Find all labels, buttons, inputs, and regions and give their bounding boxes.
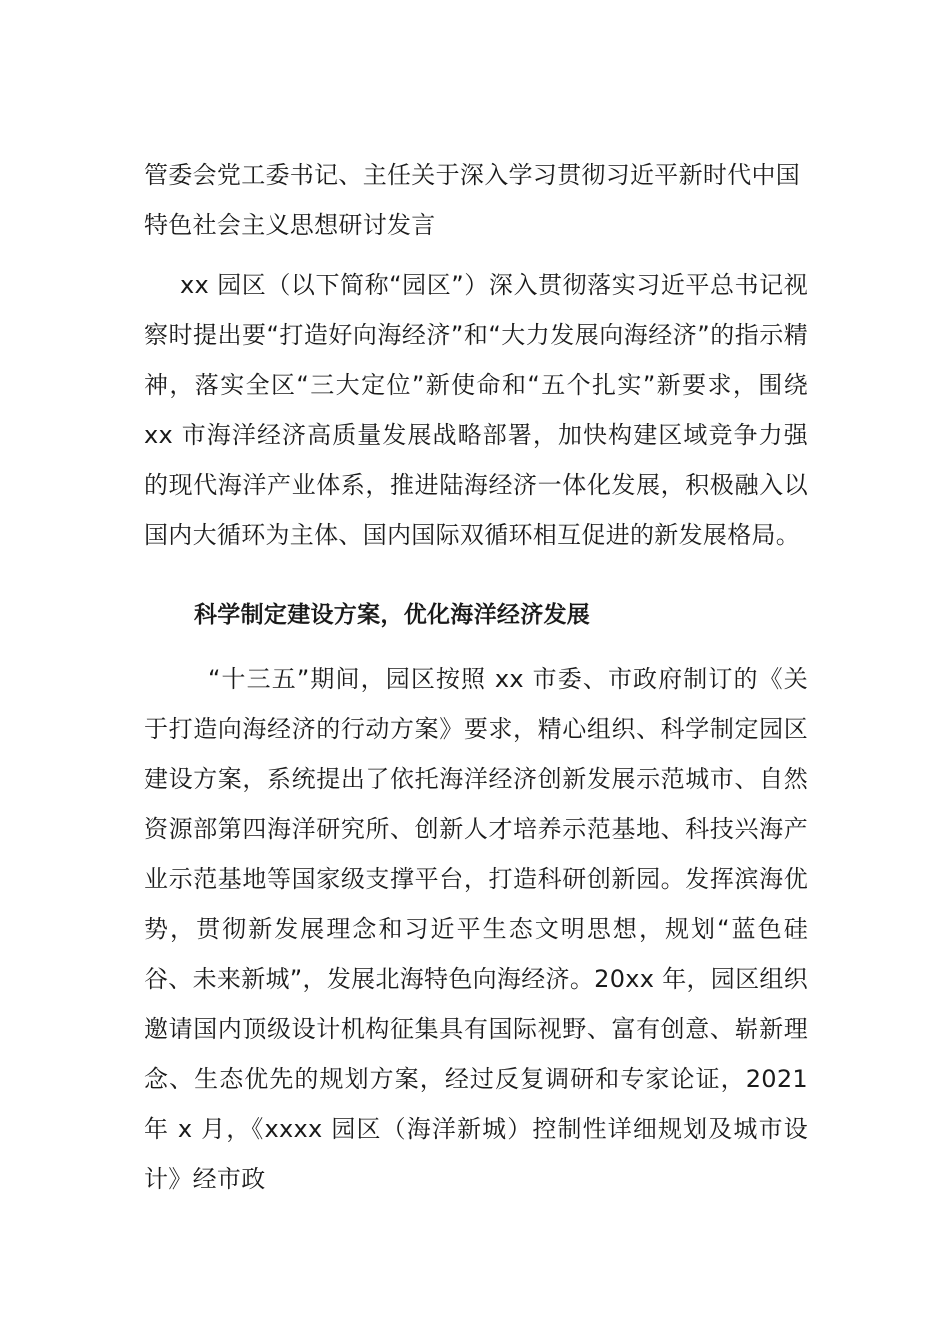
- document-title: 管委会党工委书记、主任关于深入学习贯彻习近平新时代中国特色社会主义思想研讨发言: [144, 161, 801, 239]
- document-content: [144, 150, 808, 1204]
- intro-paragraph: xx 园区（以下简称“园区”）深入贯彻落实习近平总书记视察时提出要“打造好向海经济”和“大力发展向海经济”的指示精神，落实全区“三大定位”新使命和“五个扎实”新要求，围绕 xx 市海洋经济高质量发展战略部署，加快构建区域竞争力强的现代海洋产业体系，推进陆海经济一体化发展，积极融入以国内大循环为主体、国内国际双循环相互促进的新发展格局。: [144, 271, 808, 549]
- section-heading: 科学制定建设方案，优化海洋经济发展: [194, 602, 591, 628]
- section-body-paragraph: “十三五”期间，园区按照 xx 市委、市政府制订的《关于打造向海经济的行动方案》要求，精心组织、科学制定园区建设方案，系统提出了依托海洋经济创新发展示范城市、自然资源部第四海洋研究所、创新人才培养示范基地、科技兴海产业示范基地等国家级支撑平台，打造科研创新园。发挥滨海优势，贯彻新发展理念和习近平生态文明思想，规划“蓝色硅谷、未来新城”，发展北海特色向海经济。20xx 年，园区组织邀请国内顶级设计机构征集具有国际视野、富有创意、崭新理念、生态优先的规划方案，经过反复调研和专家论证，2021 年 x 月，《xxxx 园区（海洋新城）控制性详细规划及城市设计》经市政: [144, 665, 809, 1193]
